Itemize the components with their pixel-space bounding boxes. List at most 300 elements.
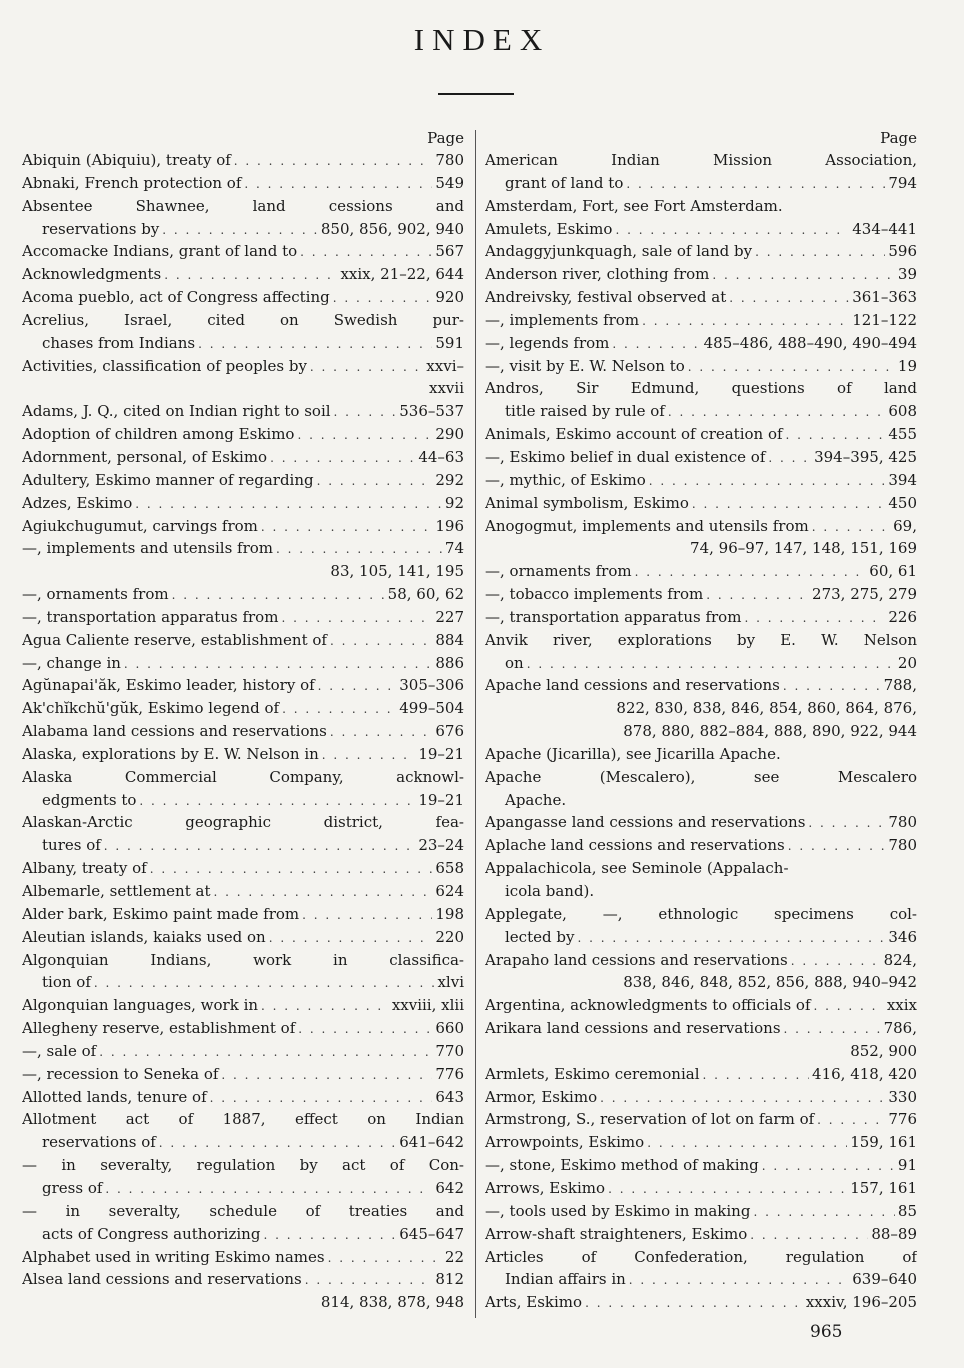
index-line [485, 880, 917, 903]
page-reference: 290 [435, 425, 464, 444]
index-line [22, 1200, 464, 1223]
entry-text: Armlets, Eskimo ceremonial [485, 1064, 700, 1083]
entry-text: Adultery, Eskimo manner of regarding [22, 470, 314, 489]
entry-text: Argentina, acknowledgments to officials of [485, 996, 811, 1015]
index-line [22, 446, 464, 469]
page-reference: xxvi– [426, 356, 464, 375]
leader-dots [244, 173, 432, 195]
leader-dots [817, 1109, 885, 1131]
entry-text: Animal symbolism, Eskimo [485, 493, 689, 512]
entry-text: —, implements and utensils from [22, 539, 274, 558]
entry-text: Adams, J. Q., cited on Indian right to soil [22, 402, 331, 421]
page-reference: 292 [435, 470, 464, 489]
leader-dots [310, 356, 423, 378]
entry-text: Allegheny reserve, establishment of [22, 1019, 296, 1038]
leader-dots [305, 1269, 433, 1291]
index-line [485, 240, 917, 263]
entry-text: acts of Congress authorizing [42, 1224, 261, 1243]
page-reference: 157, 161 [850, 1178, 917, 1197]
entry-text: Algonquian languages, work in [22, 996, 259, 1015]
page-reference: 69, [893, 516, 917, 535]
entry-text: —, stone, Eskimo method of making [485, 1156, 759, 1175]
index-line [22, 949, 464, 972]
leader-dots [300, 241, 432, 263]
leader-dots [768, 447, 811, 469]
entry-text: Arrow-shaft straighteners, Eskimo [485, 1224, 748, 1243]
page-reference: 273, 275, 279 [812, 585, 917, 604]
leader-dots [762, 1155, 895, 1177]
index-line [22, 515, 464, 538]
entry-text: Applegate, —, ethnologic specimens col- [485, 904, 917, 923]
index-line [485, 537, 917, 560]
index-line [22, 1017, 464, 1040]
index-line [485, 218, 917, 241]
page-reference: 536–537 [399, 402, 464, 421]
entry-text: —, tobacco implements from [485, 585, 704, 604]
index-line [485, 1154, 917, 1177]
leader-dots [635, 561, 867, 583]
index-line [485, 606, 917, 629]
page-reference: 227 [435, 607, 464, 626]
index-entries [485, 149, 917, 1314]
index-line [485, 1291, 917, 1314]
leader-dots [608, 1178, 847, 1200]
entry-text: Andros, Sir Edmund, questions of land [485, 379, 917, 398]
index-line [485, 377, 917, 400]
index-line [22, 309, 464, 332]
index-line [485, 1017, 917, 1040]
page-reference: xxxiv, 196–205 [805, 1293, 917, 1312]
entry-text: —, ornaments from [22, 585, 169, 604]
leader-dots [788, 835, 886, 857]
entry-text: Acoma pueblo, act of Congress affecting [22, 288, 330, 307]
entry-text: Agŭnapai'ăk, Eskimo leader, history of [22, 676, 315, 695]
right-column [485, 128, 917, 1314]
index-line [22, 971, 464, 994]
entry-text: gress of [42, 1178, 103, 1197]
entry-text: —, mythic, of Eskimo [485, 470, 646, 489]
index-line [22, 1040, 464, 1063]
index-line [22, 537, 464, 560]
entry-text: edgments to [42, 790, 137, 809]
entry-text: Indian affairs in [505, 1270, 626, 1289]
index-line [485, 469, 917, 492]
leader-dots [94, 972, 435, 994]
entry-text: Amulets, Eskimo [485, 219, 613, 238]
entry-text: Accomacke Indians, grant of land to [22, 242, 298, 261]
leader-dots [692, 493, 885, 515]
page-reference: 92 [444, 493, 464, 512]
leader-dots [626, 173, 885, 195]
index-line [485, 1040, 917, 1063]
index-line [485, 720, 917, 743]
entry-text: Allotted lands, tenure of [22, 1087, 207, 1106]
leader-dots [744, 607, 885, 629]
entry-text: —, recession to Seneka of [22, 1064, 219, 1083]
entry-text: Arikara land cessions and reservations [485, 1019, 781, 1038]
index-line [485, 309, 917, 332]
page-reference: 660 [435, 1019, 464, 1038]
index-line [485, 766, 917, 789]
page-reference: 455 [888, 425, 917, 444]
entry-text: 822, 830, 838, 846, 854, 860, 864, 876, [616, 699, 917, 718]
index-line [22, 857, 464, 880]
leader-dots [600, 1087, 885, 1109]
index-line [22, 240, 464, 263]
page-reference: 394–395, 425 [814, 447, 917, 466]
index-line [22, 1154, 464, 1177]
index-line [22, 880, 464, 903]
index-line [22, 926, 464, 949]
leader-dots [688, 356, 895, 378]
page-reference: 812 [435, 1270, 464, 1289]
page-reference: 44–63 [418, 447, 464, 466]
index-line [485, 400, 917, 423]
index-line [22, 606, 464, 629]
leader-dots [269, 927, 433, 949]
index-line [22, 355, 464, 378]
page-reference: 794 [888, 173, 917, 192]
index-line [22, 492, 464, 515]
page-reference: 450 [888, 493, 917, 512]
entry-text: 814, 838, 878, 948 [320, 1293, 464, 1312]
entry-text: Anvik river, explorations by E. W. Nelson [485, 630, 917, 649]
index-line [485, 994, 917, 1017]
page-reference: 39 [897, 265, 917, 284]
index-line [485, 629, 917, 652]
page-column-label: Page [427, 129, 464, 147]
index-line [485, 857, 917, 880]
entry-text: tion of [42, 973, 91, 992]
leader-dots [164, 264, 337, 286]
page-reference: 305–306 [399, 676, 464, 695]
leader-dots [261, 516, 432, 538]
entry-text: Apache. [505, 790, 567, 809]
index-line [485, 195, 917, 218]
index-line [485, 149, 917, 172]
index-line [485, 1246, 917, 1269]
leader-dots [585, 1292, 803, 1314]
index-line [485, 926, 917, 949]
page-reference: 608 [888, 402, 917, 421]
leader-dots [647, 1132, 847, 1154]
index-line [22, 377, 464, 400]
entry-text: Absentee Shawnee, land cessions and [22, 196, 464, 215]
index-line [22, 674, 464, 697]
leader-dots [261, 995, 389, 1017]
page-reference: 91 [897, 1156, 917, 1175]
entry-text: Alsea land cessions and reservations [22, 1270, 302, 1289]
entry-text: xxvii [429, 379, 464, 398]
leader-dots [615, 219, 849, 241]
index-line [22, 697, 464, 720]
entry-text: Abiquin (Abiquiu), treaty of [22, 151, 231, 169]
entry-text: —, sale of [22, 1041, 97, 1060]
entry-text: Adoption of children among Eskimo [22, 425, 295, 444]
index-line [22, 766, 464, 789]
index-line [485, 1200, 917, 1223]
entry-text: 852, 900 [850, 1041, 917, 1060]
leader-dots [263, 1224, 396, 1246]
entry-text: 838, 846, 848, 852, 856, 888, 940–942 [623, 973, 917, 992]
page-reference: 780 [888, 813, 917, 832]
entry-text: 878, 880, 882–884, 888, 890, 922, 944 [623, 722, 917, 741]
index-line [22, 149, 464, 172]
leader-dots [612, 333, 700, 355]
page-reference: 20 [897, 653, 917, 672]
page-reference: 780 [888, 836, 917, 855]
leader-dots [328, 1247, 442, 1269]
page-reference: 776 [435, 1064, 464, 1083]
index-line [485, 423, 917, 446]
index-line [485, 652, 917, 675]
entry-text: — in severalty, schedule of treaties and [22, 1201, 464, 1220]
index-line [485, 355, 917, 378]
index-line [22, 1223, 464, 1246]
index-line [22, 743, 464, 766]
entry-text: lected by [505, 927, 575, 946]
page-reference: 788, [883, 676, 917, 695]
leader-dots [162, 219, 318, 241]
index-line [485, 1268, 917, 1291]
entry-text: —, change in [22, 653, 121, 672]
index-line [22, 195, 464, 218]
entry-text: Apangasse land cessions and reservations [485, 813, 806, 832]
index-line [22, 469, 464, 492]
index-line [485, 1108, 917, 1131]
leader-dots [703, 1064, 810, 1086]
index-line [485, 1131, 917, 1154]
leader-dots [629, 1269, 849, 1291]
entry-text: —, transportation apparatus from [22, 607, 279, 626]
leader-dots [330, 721, 433, 743]
index-line [485, 789, 917, 812]
entry-text: —, transportation apparatus from [485, 607, 742, 626]
entry-text: Appalachicola, see Seminole (Appalach- [485, 859, 789, 878]
entry-text: grant of land to [505, 173, 624, 192]
page-reference: 639–640 [852, 1270, 917, 1289]
entry-text: Alaskan-Arctic geographic district, fea- [22, 813, 464, 832]
entry-text: Agua Caliente reserve, establishment of [22, 630, 327, 649]
index-line [22, 994, 464, 1017]
index-line [485, 1086, 917, 1109]
entry-text: Alphabet used in writing Eskimo names [22, 1247, 325, 1266]
page-reference: 658 [435, 859, 464, 878]
entry-text: Alaska Commercial Company, acknowl- [22, 767, 464, 786]
page-reference: 159, 161 [850, 1133, 917, 1152]
index-line [22, 218, 464, 241]
page-reference: 226 [888, 607, 917, 626]
leader-dots [139, 790, 415, 812]
page-reference: 58, 60, 62 [387, 585, 464, 604]
index-line [485, 583, 917, 606]
index-line [485, 492, 917, 515]
entry-text: Aleutian islands, kaiaks used on [22, 927, 266, 946]
leader-dots [814, 995, 884, 1017]
leader-dots [755, 241, 885, 263]
leader-dots [302, 904, 432, 926]
page-reference: 394 [888, 470, 917, 489]
index-line [22, 1268, 464, 1291]
index-line [22, 583, 464, 606]
entry-text: Albany, treaty of [22, 859, 147, 878]
entry-text: Allotment act of 1887, effect on Indian [22, 1110, 464, 1129]
leader-dots [783, 675, 881, 697]
index-line [485, 1223, 917, 1246]
leader-dots [150, 858, 433, 880]
index-line [485, 971, 917, 994]
page-reference: 361–363 [852, 288, 917, 307]
leader-dots [317, 470, 433, 492]
index-line [485, 286, 917, 309]
page-reference: 121–122 [852, 310, 917, 329]
leader-dots [221, 1064, 432, 1086]
page-reference: 499–504 [399, 699, 464, 718]
page-reference: 88–89 [871, 1224, 917, 1243]
page-reference: 776 [888, 1110, 917, 1129]
index-line [22, 1177, 464, 1200]
entry-text: Anogogmut, implements and utensils from [485, 516, 809, 535]
index-line [485, 697, 917, 720]
page-reference: 74 [444, 539, 464, 558]
entry-text: Albemarle, settlement at [22, 882, 211, 900]
page-reference: 596 [888, 242, 917, 261]
leader-dots [322, 744, 416, 766]
page-reference: 196 [435, 516, 464, 535]
index-line [485, 743, 917, 766]
entry-text: —, Eskimo belief in dual existence of [485, 447, 766, 466]
entry-text: —, visit by E. W. Nelson to [485, 356, 685, 375]
entry-text: Arrows, Eskimo [485, 1178, 606, 1197]
page-reference: 434–441 [852, 219, 917, 238]
entry-text: Ak'chĭkchŭ'gŭk, Eskimo legend of [22, 699, 280, 718]
leader-dots [729, 287, 849, 309]
index-line [485, 332, 917, 355]
entry-text: —, tools used by Eskimo in making [485, 1201, 751, 1220]
entry-text: Aplache land cessions and reservations [485, 836, 785, 855]
index-line [485, 674, 917, 697]
entry-text: Arts, Eskimo [485, 1293, 583, 1312]
entry-text: title raised by rule of [505, 402, 665, 421]
entry-text: reservations by [42, 219, 160, 238]
index-line [485, 515, 917, 538]
page-reference: 19–21 [418, 744, 464, 763]
leader-dots [649, 470, 886, 492]
leader-dots [298, 1018, 432, 1040]
left-column [22, 128, 464, 1314]
entry-text: Acrelius, Israel, cited on Swedish pur- [22, 310, 464, 329]
leader-dots [172, 584, 385, 606]
page-reference: 60, 61 [869, 562, 917, 581]
page-reference: 416, 418, 420 [812, 1064, 917, 1083]
index-line [22, 172, 464, 195]
entry-text: Andreivsky, festival observed at [485, 288, 727, 307]
entry-text: —, legends from [485, 333, 610, 352]
page-reference: 23–24 [418, 836, 464, 855]
leader-dots [234, 150, 433, 172]
leader-dots [124, 653, 432, 675]
leader-dots [281, 607, 432, 629]
leader-dots [198, 333, 432, 355]
leader-dots [642, 310, 849, 332]
index-entries [22, 149, 464, 1314]
entry-text: Adzes, Eskimo [22, 493, 133, 512]
entry-text: Acknowledgments [22, 265, 162, 284]
page-reference: 567 [435, 242, 464, 261]
page-title: INDEX [413, 22, 551, 57]
index-line [22, 720, 464, 743]
leader-dots [334, 401, 397, 423]
leader-dots [750, 1224, 868, 1246]
entry-text: Arapaho land cessions and reservations [485, 950, 788, 969]
index-line [22, 811, 464, 834]
leader-dots [706, 584, 809, 606]
entry-text: Arrowpoints, Eskimo [485, 1133, 645, 1152]
index-line [22, 1131, 464, 1154]
entry-text: Agiukchugumut, carvings from [22, 516, 258, 535]
page-reference: 346 [888, 927, 917, 946]
index-line [22, 1108, 464, 1131]
page-reference: xlvi [437, 973, 464, 992]
entry-text: Apache (Mescalero), see Mescalero [485, 767, 917, 786]
entry-text: Amsterdam, Fort, see Fort Amsterdam. [485, 196, 783, 215]
leader-dots [808, 812, 885, 834]
index-line [485, 172, 917, 195]
leader-dots [330, 630, 432, 652]
index-line [22, 789, 464, 812]
index-line [22, 286, 464, 309]
leader-dots [276, 538, 442, 560]
leader-dots [812, 516, 890, 538]
entry-text: Armor, Eskimo [485, 1087, 598, 1106]
leader-dots [791, 950, 881, 972]
entry-text: —, ornaments from [485, 562, 632, 581]
index-line [22, 652, 464, 675]
leader-dots [318, 675, 397, 697]
page-reference: 19–21 [418, 790, 464, 809]
page-reference: 676 [435, 722, 464, 741]
index-line [22, 1291, 464, 1314]
page-reference: 220 [435, 927, 464, 946]
page-reference: 642 [435, 1178, 464, 1197]
index-line [22, 1086, 464, 1109]
entry-text: Apache land cessions and reservations [485, 676, 780, 695]
index-line [485, 811, 917, 834]
index-line [485, 834, 917, 857]
leader-dots [668, 401, 886, 423]
page-reference: xxviii, xlii [391, 996, 464, 1015]
leader-dots [577, 927, 885, 949]
entry-text: — in severalty, regulation by act of Con- [22, 1156, 464, 1175]
index-line [22, 1246, 464, 1269]
entry-text: Alder bark, Eskimo paint made from [22, 904, 300, 923]
entry-text: icola band). [505, 882, 595, 900]
leader-dots [527, 653, 895, 675]
entry-text: on [505, 653, 524, 672]
entry-text: 83, 105, 141, 195 [330, 562, 464, 581]
leader-dots [786, 424, 886, 446]
leader-dots [712, 264, 895, 286]
page-reference: 330 [888, 1087, 917, 1106]
index-line [485, 560, 917, 583]
page-reference: 485–486, 488–490, 490–494 [703, 333, 917, 352]
leader-dots [104, 835, 416, 857]
page-reference: 884 [435, 630, 464, 649]
page-reference: xxix [886, 996, 917, 1015]
page-reference: 786, [883, 1019, 917, 1038]
leader-dots [105, 1178, 432, 1200]
page-reference: 770 [435, 1041, 464, 1060]
